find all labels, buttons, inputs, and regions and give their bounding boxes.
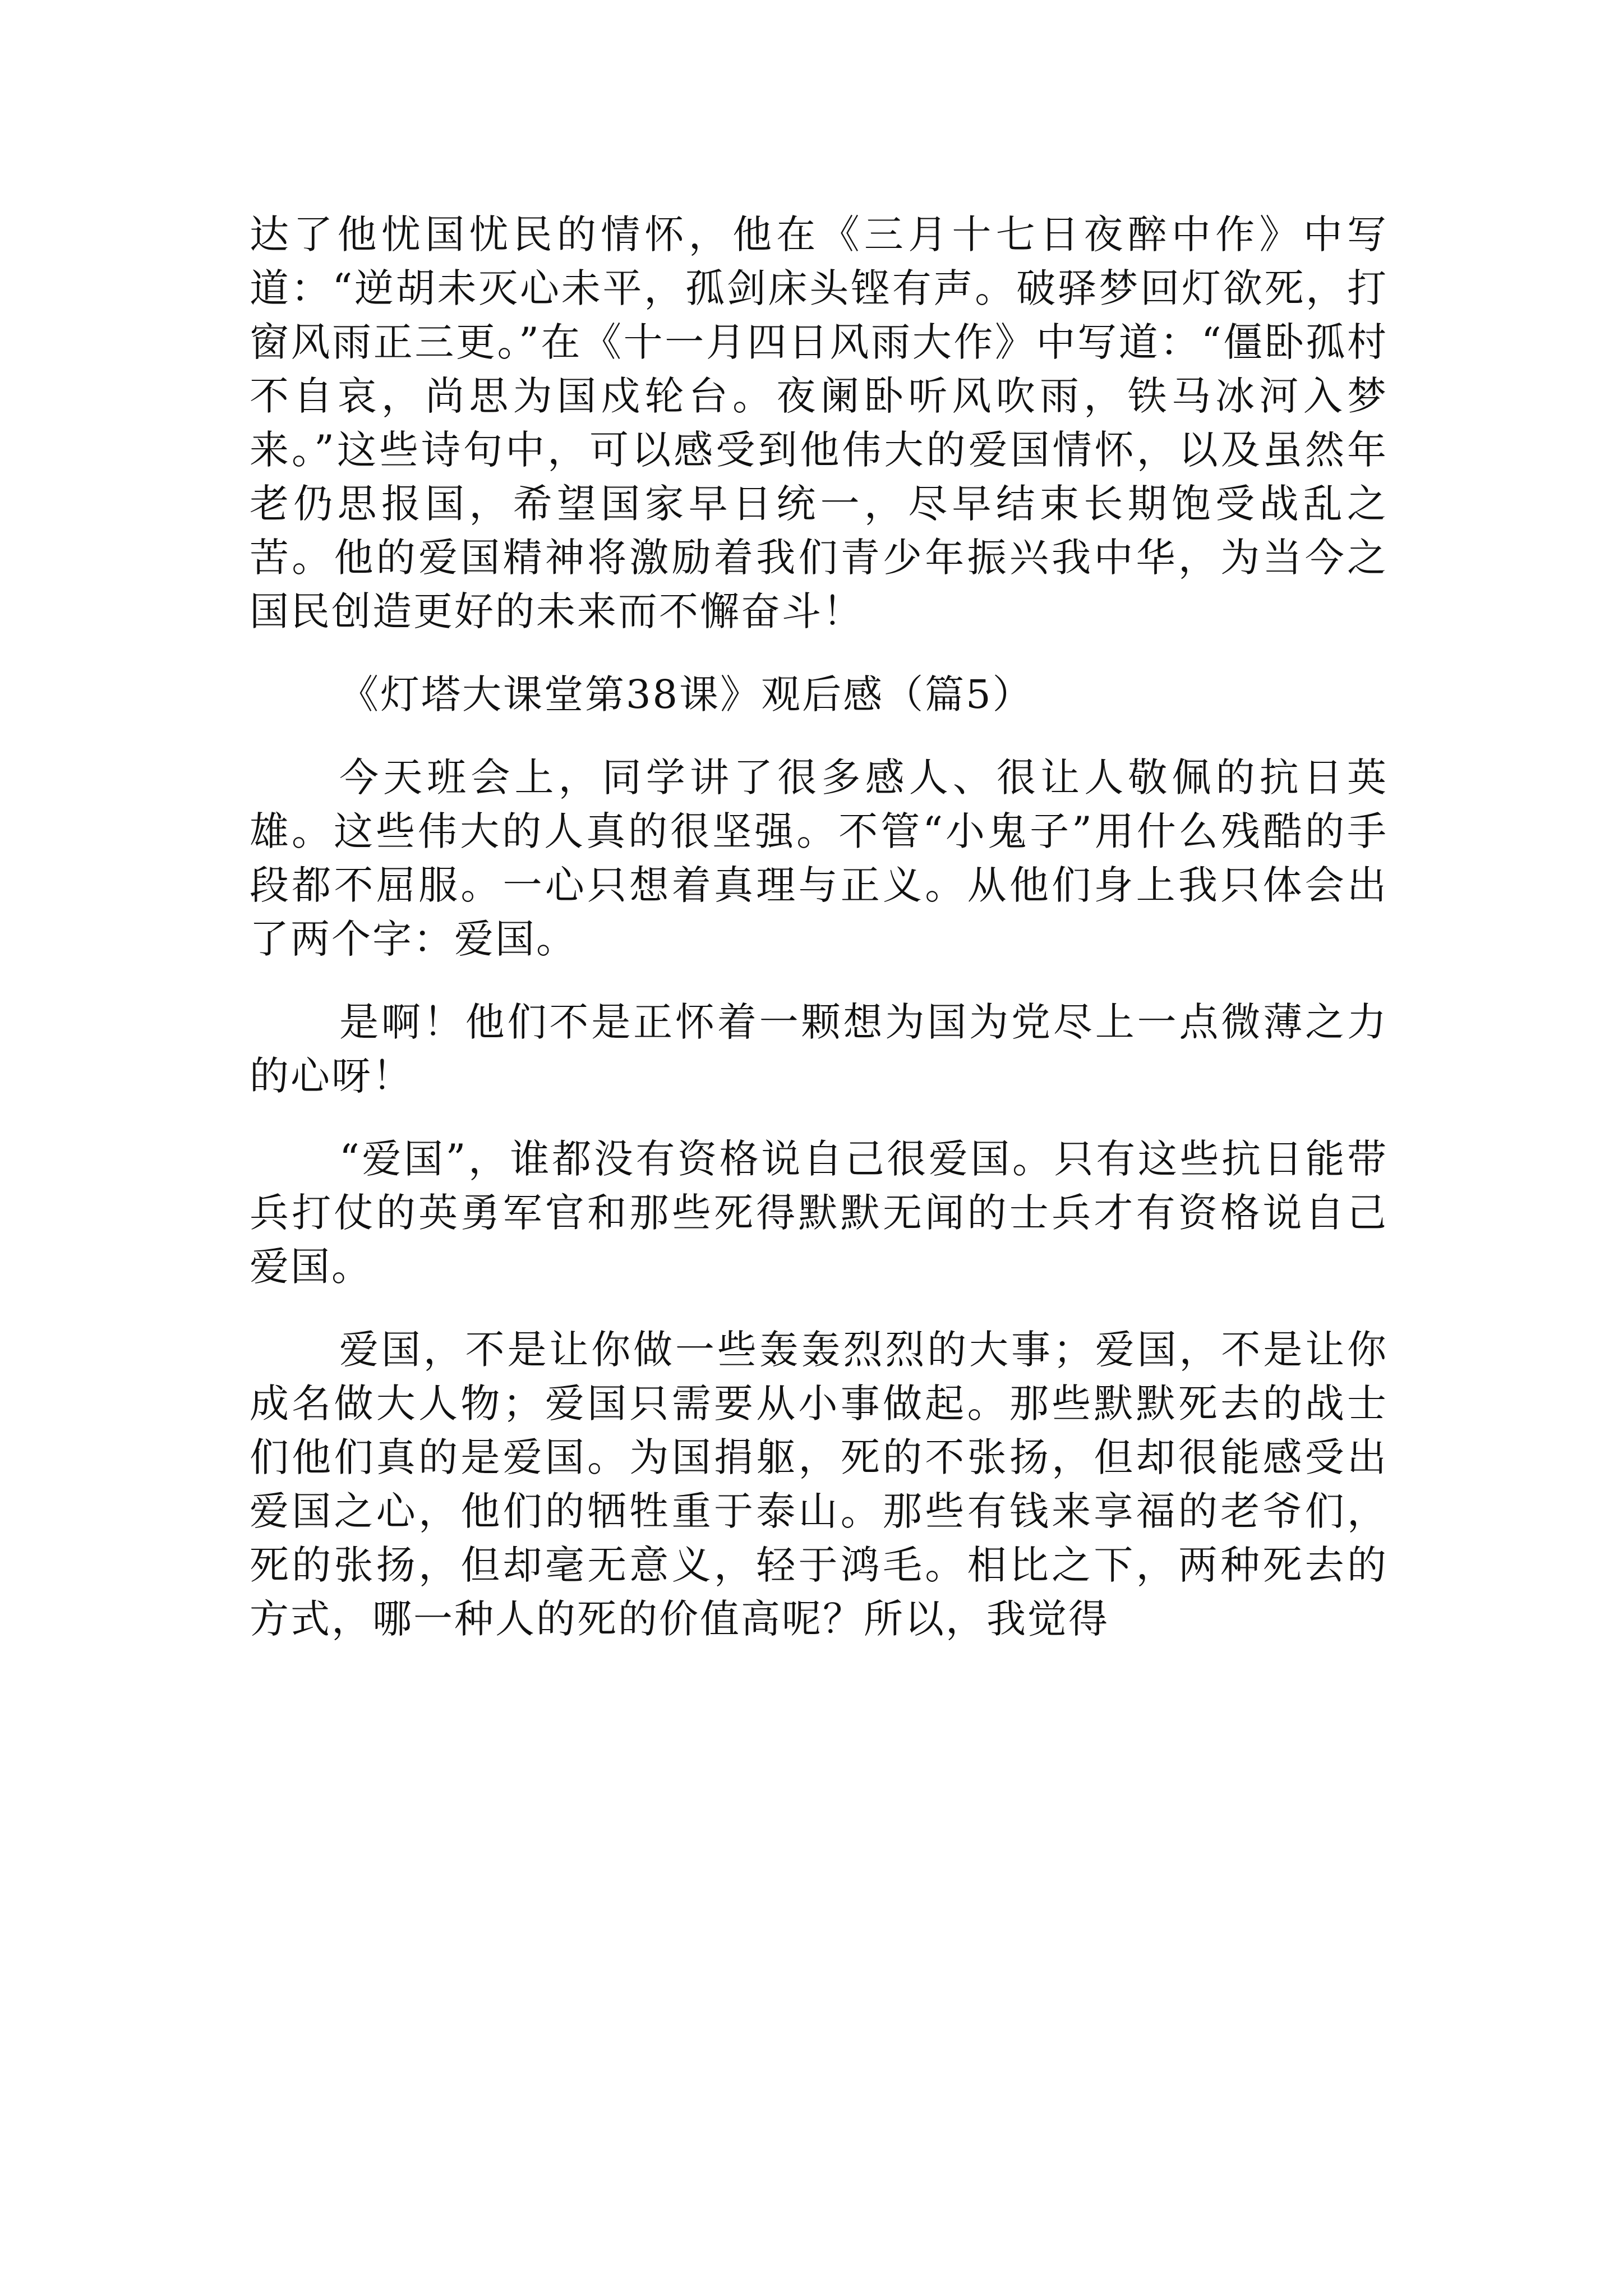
paragraph: 今天班会上，同学讲了很多感人、很让人敬佩的抗日英雄。这些伟大的人真的很坚强。不管“小鬼子”用什么残酷的手段都不屈服。一心只想着真理与正义。从他们身上我只体会出了两个字：爱国。 [250,754,1388,962]
section-heading: 《灯塔大课堂第38课》观后感（篇5） [339,671,1034,717]
paragraph: 爱国，不是让你做一些轰轰烈烈的大事；爱国，不是让你成名做大人物；爱国只需要从小事做起。那些默默死去的战士们他们真的是爱国。为国捐躯，死的不张扬，但却很能感受出爱国之心，他们的牺牲重于泰山。那些有钱来享福的老爷们，死的张扬，但却毫无意义，轻于鸿毛。相比之下，两种死去的方式，哪一种人的死的价值高呢？所以，我觉得 [250,1327,1388,1642]
paragraph: 是啊！他们不是正怀着一颗想为国为党尽上一点微薄之力的心呀！ [250,999,1388,1099]
document-body [250,208,1388,1675]
paragraph: “爱国”，谁都没有资格说自己很爱国。只有这些抗日能带兵打仗的英勇军官和那些死得默默无闻的士兵才有资格说自己爱国。 [250,1136,1388,1290]
paragraph-continuation: 达了他忧国忧民的情怀，他在《三月十七日夜醉中作》中写道：“逆胡未灭心未平，孤剑床头铿有声。破驿梦回灯欲死，打窗风雨正三更。”在《十一月四日风雨大作》中写道：“僵卧孤村不自哀，尚思为国戍轮台。夜阑卧听风吹雨，铁马冰河入梦来。”这些诗句中，可以感受到他伟大的爱国情怀，以及虽然年老仍思报国，希望国家早日统一，尽早结束长期饱受战乱之苦。他的爱国精神将激励着我们青少年振兴我中华，为当今之国民创造更好的未来而不懈奋斗！ [250,211,1388,634]
